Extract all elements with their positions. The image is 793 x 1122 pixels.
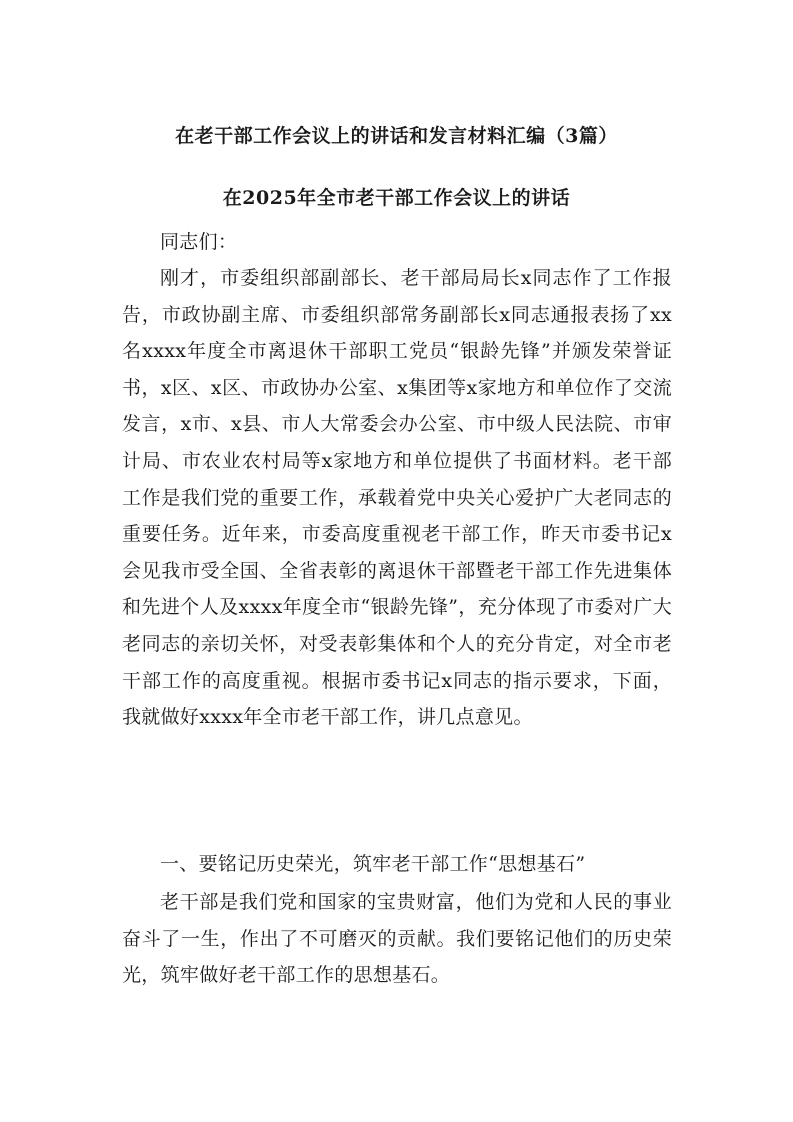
- salutation: 同志们：: [160, 231, 238, 253]
- document-title: 在老干部工作会议上的讲话和发言材料汇编（3篇）: [175, 125, 618, 147]
- section-paragraph: 老干部是我们党和国家的宝贵财富，他们为党和人民的事业奋斗了一生，作出了不可磨灭的贡献。我们要铭记他们的历史荣光，筑牢做好老干部工作的思想基石。: [122, 891, 672, 987]
- speech-title: 在2025年全市老干部工作会议上的讲话: [222, 187, 571, 209]
- body-paragraph: 刚才，市委组织部副部长、老干部局局长x同志作了工作报告，市政协副主席、市委组织部常务副部长x同志通报表扬了xx名xxxx年度全市离退休干部职工党员“银龄先锋”并颁发荣誉证书，x区、x区、市政协办公室、x集团等x家地方和单位作了交流发言，x市、x县、市人大常委会办公室、市中级人民法院、市审计局、市农业农村局等x家地方和单位提供了书面材料。老干部工作是我们党的重要工作，承载着党中央关心爱护广大老同志的重要任务。近年来，市委高度重视老干部工作，昨天市委书记x会见我市受全国、全省表彰的离退休干部暨老干部工作先进集体和先进个人及xxxx年度全市“银龄先锋”，充分体现了市委对广大老同志的亲切关怀，对受表彰集体和个人的充分肯定，对全市老干部工作的高度重视。根据市委书记x同志的指示要求，下面，我就做好xxxx年全市老干部工作，讲几点意见。: [122, 267, 672, 729]
- section-heading: 一、要铭记历史荣光，筑牢老干部工作“思想基石”: [160, 853, 586, 875]
